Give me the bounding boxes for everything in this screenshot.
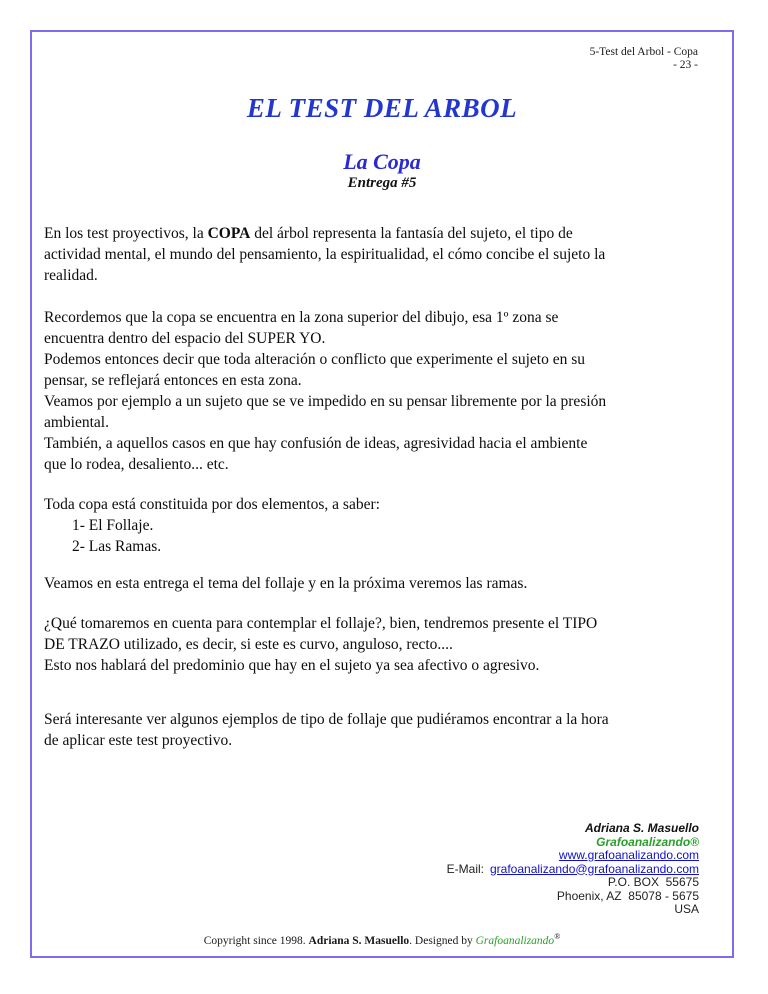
text-line: realidad. bbox=[44, 267, 98, 284]
email-label: E-Mail: bbox=[446, 861, 484, 876]
paragraph-6 bbox=[44, 709, 704, 751]
document-edition: Entrega #5 bbox=[347, 175, 417, 191]
title-block bbox=[32, 93, 732, 193]
text-line: También, a aquellos casos en que hay confusión de ideas, agresividad hacia el ambiente bbox=[44, 435, 588, 452]
page-border-frame bbox=[30, 30, 734, 958]
list-item-follaje: 1- El Follaje. bbox=[72, 517, 154, 534]
p1-post: del árbol representa la fantasía del sujeto, el tipo de bbox=[250, 225, 573, 242]
copyright-line bbox=[32, 930, 732, 948]
text-line: actividad mental, el mundo del pensamiento, la espiritualidad, el cómo concibe el sujeto la bbox=[44, 246, 606, 263]
copyright-brand: Grafoanalizando bbox=[475, 934, 555, 947]
text-line bbox=[44, 223, 704, 244]
contact-author: Adriana S. Masuello bbox=[584, 821, 699, 835]
text-line: Veamos por ejemplo a un sujeto que se ve impedido en su pensar libremente por la presión bbox=[44, 393, 607, 410]
text-line: Podemos entonces decir que toda alteración o conflicto que experimente el sujeto en su bbox=[44, 351, 586, 368]
text-line: ¿Qué tomaremos en cuenta para contemplar el follaje?, bien, tendremos presente el TIPO bbox=[44, 615, 598, 632]
paragraph-3 bbox=[44, 494, 704, 557]
text-line: Será interesante ver algunos ejemplos de tipo de follaje que pudiéramos encontrar a la hora bbox=[44, 711, 609, 728]
registered-mark: ® bbox=[554, 931, 561, 941]
paragraph-1 bbox=[44, 223, 704, 286]
text-line: ambiental. bbox=[44, 414, 109, 431]
copyright-pre: Copyright since 1998. bbox=[203, 934, 309, 947]
p1-pre: En los test proyectivos, la bbox=[44, 225, 208, 242]
header-page-number: - 23 - bbox=[673, 59, 698, 71]
document-body bbox=[32, 223, 732, 751]
contact-country: USA bbox=[674, 902, 699, 916]
copyright-mid: . Designed by bbox=[409, 934, 476, 947]
p1-bold-copa: COPA bbox=[207, 225, 251, 242]
document-title: EL TEST DEL ARBOL bbox=[246, 93, 518, 123]
text-line: Recordemos que la copa se encuentra en la zona superior del dibujo, esa 1º zona se bbox=[44, 309, 559, 326]
website-link[interactable]: www.grafoanalizando.com bbox=[558, 848, 699, 862]
page-header bbox=[32, 32, 732, 72]
text-line: pensar, se reflejará entonces en esta zona. bbox=[44, 372, 302, 389]
text-line: encuentra dentro del espacio del SUPER YO. bbox=[44, 330, 326, 347]
contact-website-row bbox=[32, 849, 699, 863]
text-line: Esto nos hablará del predominio que hay en el sujeto ya sea afectivo o agresivo. bbox=[44, 657, 540, 674]
text-line: de aplicar este test proyectivo. bbox=[44, 732, 233, 749]
paragraph-5 bbox=[44, 613, 704, 676]
contact-block bbox=[32, 822, 732, 917]
list-intro: Toda copa está constituida por dos elementos, a saber: bbox=[44, 496, 380, 513]
list-item-ramas: 2- Las Ramas. bbox=[72, 538, 162, 555]
text-line: Veamos en esta entrega el tema del follaje y en la próxima veremos las ramas. bbox=[44, 575, 528, 592]
contact-pobox: P.O. BOX 55675 bbox=[607, 875, 699, 889]
copyright-author: Adriana S. Masuello bbox=[308, 934, 410, 947]
header-doc-ref: 5-Test del Arbol - Copa bbox=[589, 46, 698, 58]
text-line: DE TRAZO utilizado, es decir, si este es curvo, anguloso, recto.... bbox=[44, 636, 453, 653]
contact-city: Phoenix, AZ 85078 - 5675 bbox=[556, 888, 699, 903]
contact-email-row bbox=[32, 863, 699, 877]
paragraph-4 bbox=[44, 573, 704, 594]
email-link[interactable]: grafoanalizando@grafoanalizando.com bbox=[490, 861, 699, 876]
document-subtitle: La Copa bbox=[343, 149, 421, 174]
paragraph-2 bbox=[44, 307, 704, 475]
text-line: que lo rodea, desaliento... etc. bbox=[44, 456, 229, 473]
contact-brand: Grafoanalizando® bbox=[596, 834, 699, 849]
